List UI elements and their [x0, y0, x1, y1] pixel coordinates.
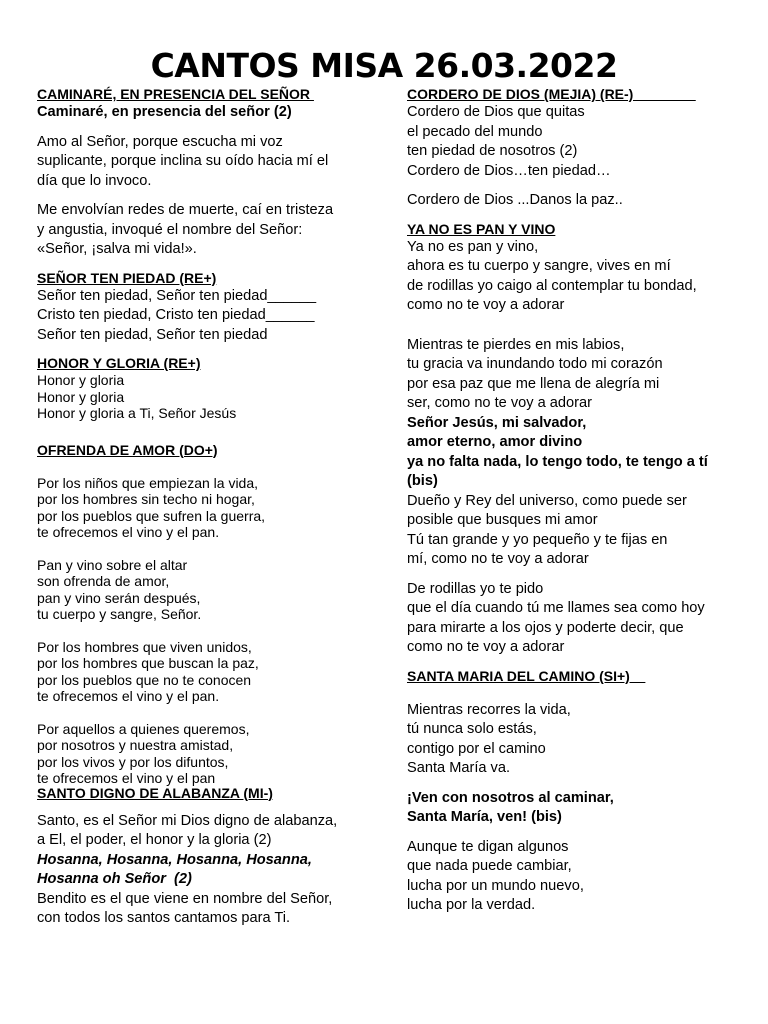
lyric-line: Amo al Señor, porque escucha mi voz — [37, 133, 283, 150]
lyric-line: lucha por un mundo nuevo, — [407, 877, 584, 894]
lyric-line: Señor ten piedad, Señor ten piedad — [37, 326, 268, 343]
lyric-line: son ofrenda de amor, — [37, 573, 170, 589]
lyric-line: para mirarte a los ojos y poderte decir, que — [407, 619, 684, 636]
lyric-line: por los pueblos que no te conocen — [37, 671, 252, 688]
lyric-line: tu cuerpo y sangre, Señor. — [37, 606, 202, 622]
song-cordero — [407, 86, 752, 211]
page-title: CANTOS MISA 26.03.2022 — [150, 46, 618, 85]
lyric-line: pan y vino serán después, — [37, 589, 201, 606]
lyric-line: Por los hombres que viven unidos, — [37, 638, 252, 655]
lyric-line: Mientras te pierdes en mis labios, — [407, 336, 625, 353]
lyric-line: Honor y gloria — [37, 372, 125, 388]
lyric-line: Aunque te digan algunos — [407, 838, 569, 855]
lyric-line: ahora es tu cuerpo y sangre, vives en mí — [407, 258, 671, 274]
song-ofrenda — [37, 442, 377, 787]
song-stanza — [37, 201, 377, 260]
lyric-line: (bis) — [407, 473, 438, 489]
song-heading: CORDERO DE DIOS (MEJIA) (RE-)________ — [407, 86, 696, 102]
lyric-line: Mientras recorres la vida, — [407, 701, 571, 718]
lyric-line: Tú tan grande y yo pequeño y te fijas en — [407, 531, 668, 548]
song-stanza — [407, 336, 752, 570]
song-heading: HONOR Y GLORIA (RE+) — [37, 355, 201, 371]
song-heading: SEÑOR TEN PIEDAD (RE+) — [37, 269, 217, 286]
lyric-line: Me envolvían redes de muerte, caí en tristeza — [37, 202, 334, 218]
lyric-line: te ofrecemos el vino y el pan — [37, 770, 216, 786]
song-pan-vino — [407, 221, 752, 658]
song-heading: OFRENDA DE AMOR (DO+) — [37, 441, 218, 458]
lyric-line: por los pueblos que sufren la guerra, — [37, 507, 266, 524]
song-stanza — [37, 372, 377, 422]
song-refrain: Caminaré, en presencia del señor (2) — [37, 104, 292, 120]
lyric-line: por esa paz que me llena de alegría mi — [407, 375, 660, 392]
lyric-line: te ofrecemos el vino y el pan. — [37, 688, 220, 704]
lyric-line: Honor y gloria — [37, 388, 125, 405]
lyric-line: Cordero de Dios ...Danos la paz.. — [407, 192, 623, 208]
song-stanza — [407, 701, 752, 779]
lyric-line: Santa María, ven! (bis) — [407, 809, 562, 825]
lyric-line: mí, como no te voy a adorar — [407, 551, 589, 567]
lyric-line: Ya no es pan y vino, — [407, 238, 539, 255]
lyric-line: «Señor, ¡salva mi vida!». — [37, 241, 197, 257]
lyric-line: y angustia, invoqué el nombre del Señor: — [37, 221, 303, 238]
lyric-line: te ofrecemos el vino y el pan. — [37, 524, 220, 540]
lyric-line: ya no falta nada, lo tengo todo, te tengo a tí — [407, 453, 708, 470]
lyric-line: por nosotros y nuestra amistad, — [37, 737, 234, 753]
lyric-line: que el día cuando tú me llames sea como hoy — [407, 600, 705, 616]
song-honor-gloria — [37, 355, 377, 422]
lyric-line: tú nunca solo estás, — [407, 721, 537, 737]
song-stanza — [407, 580, 752, 658]
lyric-line: Pan y vino sobre el altar — [37, 556, 188, 573]
lyric-line: por los hombres sin techo ni hogar, — [37, 491, 255, 507]
right-column — [407, 86, 752, 916]
lyric-line: amor eterno, amor divino — [407, 434, 583, 450]
song-stanza — [37, 639, 377, 705]
lyric-line: lucha por la verdad. — [407, 897, 536, 913]
song-refrain — [407, 789, 752, 828]
song-stanza — [407, 103, 752, 181]
lyric-line: Cordero de Dios que quitas — [407, 104, 585, 120]
song-heading: SANTO DIGNO DE ALABANZA (MI-) — [37, 784, 273, 801]
lyric-line: Señor Jesús, mi salvador, — [407, 414, 587, 431]
lyric-line: por los hombres que buscan la paz, — [37, 655, 259, 671]
song-stanza — [37, 721, 377, 787]
lyric-line: Por aquellos a quienes queremos, — [37, 720, 250, 737]
lyric-line: Bendito es el que viene en nombre del Señor, — [37, 890, 333, 907]
lyric-line: el pecado del mundo — [407, 123, 543, 140]
lyric-line: Señor ten piedad, Señor ten piedad______ — [37, 287, 317, 304]
song-stanza — [37, 133, 377, 192]
lyric-line: Santo, es el Señor mi Dios digno de alabanza, — [37, 812, 338, 829]
song-santo — [37, 785, 377, 929]
lyric-line: Santa María va. — [407, 760, 511, 776]
lyric-line: Cordero de Dios…ten piedad… — [407, 162, 611, 179]
lyric-line: ten piedad de nosotros (2) — [407, 143, 578, 159]
lyric-line: ser, como no te voy a adorar — [407, 395, 592, 411]
lyric-line: Cristo ten piedad, Cristo ten piedad______ — [37, 307, 315, 323]
song-heading: CAMINARÉ, EN PRESENCIA DEL SEÑOR — [37, 86, 314, 102]
song-santa-maria — [407, 668, 752, 916]
lyric-line: Hosanna, Hosanna, Hosanna, Hosanna, — [37, 851, 312, 868]
lyric-line: como no te voy a adorar — [407, 297, 565, 313]
left-column — [37, 86, 377, 929]
song-stanza — [407, 838, 752, 916]
lyric-line: con todos los santos cantamos para Ti. — [37, 910, 291, 926]
lyric-line: contigo por el camino — [407, 740, 546, 757]
lyric-line: posible que busques mi amor — [407, 512, 598, 528]
song-stanza — [37, 812, 377, 929]
song-heading: SANTA MARIA DEL CAMINO (SI+) — [407, 667, 646, 684]
lyric-line: tu gracia va inundando todo mi corazón — [407, 356, 663, 372]
song-heading: YA NO ES PAN Y VINO — [407, 220, 556, 237]
lyric-line: Honor y gloria a Ti, Señor Jesús — [37, 405, 237, 421]
song-caminare — [37, 86, 377, 260]
lyric-line: Dueño y Rey del universo, como puede ser — [407, 492, 687, 509]
lyric-line: suplicante, porque inclina su oído hacia mí el — [37, 153, 329, 169]
lyric-line: ¡Ven con nosotros al caminar, — [407, 789, 614, 806]
song-senor-piedad — [37, 270, 377, 346]
lyric-line: a El, el poder, el honor y la gloria (2) — [37, 832, 272, 848]
lyric-line: Por los niños que empiezan la vida, — [37, 474, 259, 491]
lyric-line: de rodillas yo caigo al contemplar tu bondad, — [407, 277, 697, 294]
song-stanza — [37, 287, 377, 346]
lyric-line: por los vivos y por los difuntos, — [37, 753, 229, 770]
lyric-line: Hosanna oh Señor (2) — [37, 871, 192, 887]
lyric-line: que nada puede cambiar, — [407, 858, 572, 874]
song-stanza — [37, 557, 377, 623]
lyric-line: como no te voy a adorar — [407, 639, 565, 655]
song-stanza — [37, 475, 377, 541]
song-stanza — [407, 238, 752, 316]
lyric-line: día que lo invoco. — [37, 172, 152, 189]
lyric-line: De rodillas yo te pido — [407, 580, 544, 597]
